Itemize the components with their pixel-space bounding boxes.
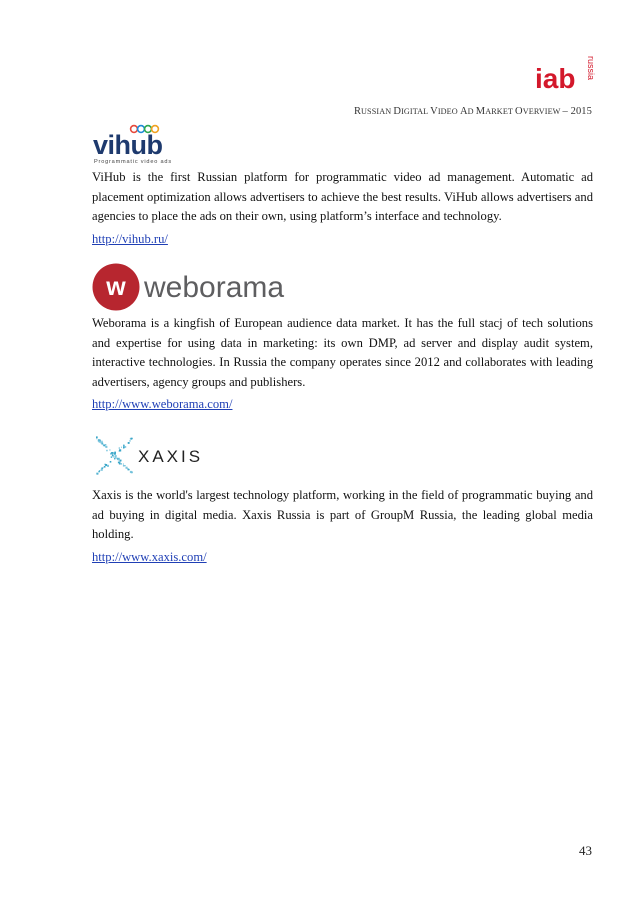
xaxis-dot bbox=[109, 449, 110, 450]
vihub-logo-text: vihub bbox=[93, 130, 163, 160]
xaxis-dot bbox=[118, 458, 120, 460]
xaxis-dot bbox=[119, 449, 121, 451]
xaxis-dot bbox=[123, 465, 125, 467]
xaxis-logo-text: XAXIS bbox=[138, 447, 204, 466]
xaxis-dot bbox=[105, 464, 106, 465]
running-header-smallcaps: IDEO bbox=[437, 107, 460, 116]
xaxis-dot bbox=[126, 467, 128, 469]
xaxis-dot bbox=[128, 468, 129, 469]
xaxis-dot bbox=[112, 455, 114, 457]
xaxis-description: Xaxis is the world's largest technology platform, working in the field of programmatic buying and ad buying in digital media. Xaxis Russia is part of GroupM Russia, the leading global media holding. bbox=[92, 488, 593, 541]
weborama-logo bbox=[92, 262, 298, 312]
xaxis-dot bbox=[104, 466, 106, 468]
running-header-cap: A bbox=[459, 106, 468, 117]
running-header-smallcaps: VERVIEW bbox=[522, 107, 563, 116]
vihub-link[interactable]: http://vihub.ru/ bbox=[92, 231, 168, 246]
xaxis-dot bbox=[123, 447, 125, 449]
entry-xaxis bbox=[92, 486, 593, 565]
xaxis-dot bbox=[111, 456, 112, 457]
iab-russia-logo bbox=[533, 48, 597, 96]
iab-logo-text: iab bbox=[535, 63, 576, 94]
xaxis-dot bbox=[112, 452, 113, 453]
xaxis-dot bbox=[121, 463, 123, 465]
xaxis-dot bbox=[104, 445, 105, 446]
xaxis-dot bbox=[113, 456, 114, 457]
xaxis-dot bbox=[110, 461, 112, 463]
xaxis-dot bbox=[96, 436, 98, 438]
xaxis-dot bbox=[130, 471, 132, 473]
xaxis-dot bbox=[106, 450, 108, 452]
xaxis-dot bbox=[118, 462, 120, 464]
running-header-cap: D bbox=[393, 106, 402, 117]
vihub-tagline: Programmatic video ads bbox=[94, 159, 172, 165]
xaxis-dot bbox=[101, 442, 103, 444]
xaxis-dot bbox=[98, 441, 100, 443]
running-header bbox=[354, 106, 592, 117]
xaxis-dot bbox=[120, 460, 122, 462]
page-number: 43 bbox=[579, 843, 592, 858]
xaxis-dot bbox=[98, 471, 100, 473]
weborama-link[interactable]: http://www.weborama.com/ bbox=[92, 397, 233, 411]
xaxis-link[interactable]: http://www.xaxis.com/ bbox=[92, 549, 207, 564]
xaxis-dot bbox=[105, 444, 106, 445]
xaxis-dots-icon bbox=[96, 436, 133, 474]
xaxis-dot bbox=[124, 465, 125, 466]
vihub-description: ViHub is the first Russian platform for programmatic video ad management. Automatic ad placement optimization allows advertisers to achieve the best results. ViHub allows advertisers and agencies to place the ads on their own, using platform’s interface and technology. bbox=[92, 170, 593, 223]
running-header-cap: R bbox=[353, 106, 362, 117]
running-header-cap: – 2015 bbox=[562, 106, 592, 117]
entry-weborama bbox=[92, 314, 593, 412]
xaxis-dot bbox=[101, 441, 102, 442]
running-header-cap: M bbox=[475, 106, 486, 117]
xaxis-logo-svg bbox=[92, 430, 208, 480]
xaxis-logo bbox=[92, 430, 208, 480]
xaxis-dot bbox=[123, 464, 124, 465]
xaxis-dot bbox=[131, 438, 133, 440]
weborama-logo-text: weborama bbox=[144, 271, 285, 304]
xaxis-dot bbox=[119, 448, 120, 449]
xaxis-dot bbox=[121, 447, 122, 448]
entry-vihub bbox=[92, 168, 593, 247]
weborama-w-letter: w bbox=[106, 273, 126, 301]
vihub-logo bbox=[92, 123, 184, 165]
running-header-smallcaps: ARKET bbox=[485, 107, 516, 116]
xaxis-dot bbox=[128, 442, 130, 444]
running-header-cap: V bbox=[430, 106, 438, 117]
running-header-smallcaps: D bbox=[467, 107, 476, 116]
xaxis-dot bbox=[96, 438, 97, 439]
xaxis-dot bbox=[101, 469, 103, 471]
running-header-smallcaps: IGITAL bbox=[401, 107, 431, 116]
xaxis-dot bbox=[96, 473, 97, 474]
running-header-cap: O bbox=[515, 106, 523, 117]
xaxis-dot bbox=[105, 446, 107, 448]
running-header-smallcaps: USSIAN bbox=[361, 107, 394, 116]
weborama-description: Weborama is a kingfish of European audience data market. It has the full stacj of tech solutions and expertise for using data in marketing: its own DMP, ad server and display audit system, interactive technologies. In Russia the company operates since 2012 and collaborates with leading advertisers, agency groups and publishers. bbox=[92, 316, 593, 389]
xaxis-dot bbox=[115, 457, 116, 458]
xaxis-dot bbox=[114, 453, 116, 455]
xaxis-dot bbox=[102, 467, 103, 468]
xaxis-dot bbox=[123, 446, 124, 447]
iab-logo-russia: russia bbox=[586, 56, 596, 81]
xaxis-dot bbox=[129, 440, 130, 441]
xaxis-dot bbox=[107, 465, 109, 467]
